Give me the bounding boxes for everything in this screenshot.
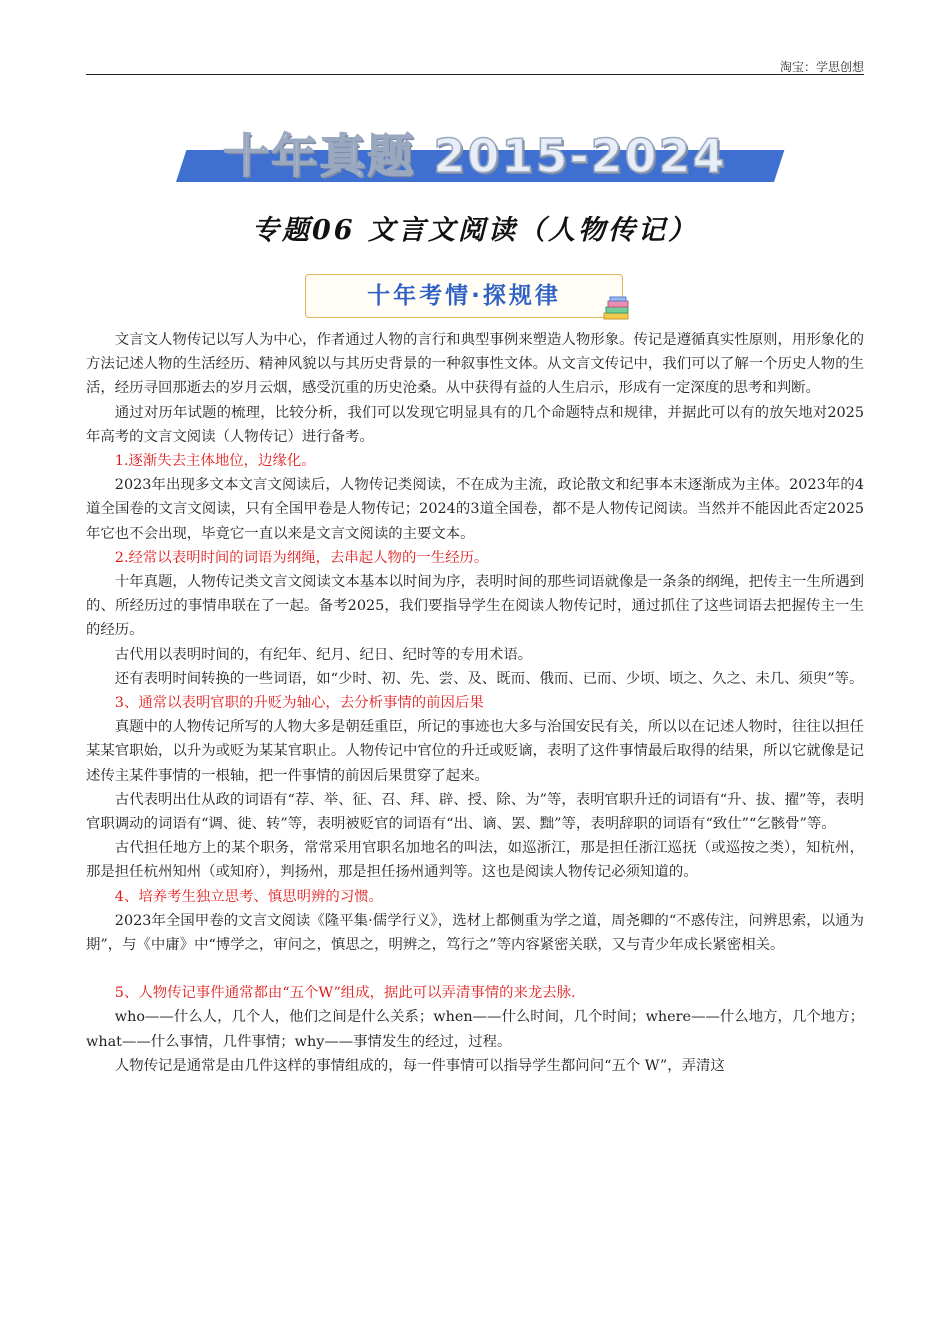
section-badge	[305, 274, 623, 318]
banner-title: 十年真题 2015-2024	[223, 129, 727, 183]
point-heading-5: 5、人物传记事件通常都由“五个W”组成，据此可以弄清事情的来龙去脉.	[114, 985, 576, 1002]
paragraph: 十年真题，人物传记类文言文阅读文本基本以时间为序，表明时间的那些词语就像是一条条的纲绳，把传主一生所遇到的、所经历过的事情串联在了一起。备考2025，我们要指导学生在阅读人物传记时，通过抓住了这些词语去把握传主一生的经历。	[86, 574, 864, 639]
point-heading-2: 2.经常以表明时间的词语为纲绳，去串起人物的一生经历。	[114, 549, 489, 566]
paragraph: 古代用以表明时间的，有纪年、纪月、纪日、纪时等的专用术语。	[114, 646, 533, 663]
article-body	[86, 328, 864, 1078]
point-heading-1: 1.逐渐失去主体地位，边缘化。	[114, 453, 316, 470]
paragraph: 古代表明出仕从政的词语有“荐、举、征、召、拜、辟、授、除、为”等，表明官职升迁的词语有“升、拔、擢”等，表明官职调动的词语有“调、徙、转”等，表明被贬官的词语有“出、谪、罢、黜”等，表明辞职的词语有“致仕”“乞骸骨”等。	[86, 791, 864, 833]
header-source: 淘宝：学思创想	[779, 60, 864, 74]
blank-line	[86, 957, 864, 981]
paragraph: 古代担任地方上的某个职务，常常采用官职名加地名的叫法，如巡浙江，那是担任浙江巡抚（或巡按之类），知杭州，那是担任杭州知州（或知府），判扬州，那是担任扬州通判等。这也是阅读人物传记必须知道的。	[86, 840, 864, 881]
paragraph: 2023年全国甲卷的文言文阅读《隆平集·儒学行义》，选材上都侧重为学之道，周尧卿的“不惑传注，问辨思索，以通为期”，与《中庸》中“博学之，审问之，慎思之，明辨之，笃行之”等内容紧密关联，又与青少年成长紧密相关。	[86, 912, 864, 954]
paragraph-intro: 文言文人物传记以写人为中心，作者通过人物的言行和典型事例来塑造人物形象。传记是遵循真实性原则，用形象化的方法记述人物的生活经历、精神风貌以与其历史背景的一种叙事性文体。从文言文传记中，我们可以了解一个历史人物的生活，经历寻回那逝去的岁月云烟，感受沉重的历史沧桑。从中获得有益的人生启示，形成有一定深度的思考和判断。	[86, 332, 864, 397]
paragraph: 还有表明时间转换的一些词语，如“少时、初、先、尝、及、既而、俄而、已而、少顷、顷之、久之、未几、须臾”等。	[114, 670, 864, 687]
point-heading-3: 3、通常以表明官职的升贬为轴心，去分析事情的前因后果	[114, 695, 484, 712]
paragraph: 2023年出现多文本文言文阅读后，人物传记类阅读，不在成为主流，政论散文和纪事本末逐渐成为主体。2023年的4道全国卷的文言文阅读，只有全国甲卷是人物传记；2024的3道全国卷，都不是人物传记阅读。当然并不能因此否定2025年它也不会出现，毕竟它一直以来是文言文阅读的主要文本。	[86, 477, 864, 542]
paragraph-method: 通过对历年试题的梳理，比较分析，我们可以发现它明显具有的几个命题特点和规律，并据此可以有的放矢地对2025年高考的文言文阅读（人物传记）进行备考。	[86, 404, 864, 445]
section-badge-label: 十年考情·探规律	[367, 283, 561, 309]
paragraph: 人物传记是通常是由几件这样的事情组成的，每一件事情可以指导学生都问问“五个 W”，弄清这	[114, 1057, 725, 1074]
title-banner	[176, 118, 774, 188]
books-icon	[602, 295, 630, 321]
point-heading-4: 4、培养考生独立思考、慎思明辨的习惯。	[114, 888, 383, 905]
paragraph: who——什么人，几个人，他们之间是什么关系；when——什么时间，几个时间；where——什么地方，几个地方；what——什么事情，几件事情；why——事情发生的经过，过程。	[86, 1009, 864, 1050]
header-divider	[86, 74, 864, 75]
page-title: 专题06 文言文阅读（人物传记）	[252, 215, 698, 246]
paragraph: 真题中的人物传记所写的人物大多是朝廷重臣，所记的事迹也大多与治国安民有关，所以以在记述人物时，往往以担任某某官职始，以升为或贬为某某官职止。人物传记中官位的升迁或贬谪，表明了这件事情最后取得的结果，所以它就像是记述传主某件事情的一根轴，把一件事情的前因后果贯穿了起来。	[86, 719, 864, 784]
